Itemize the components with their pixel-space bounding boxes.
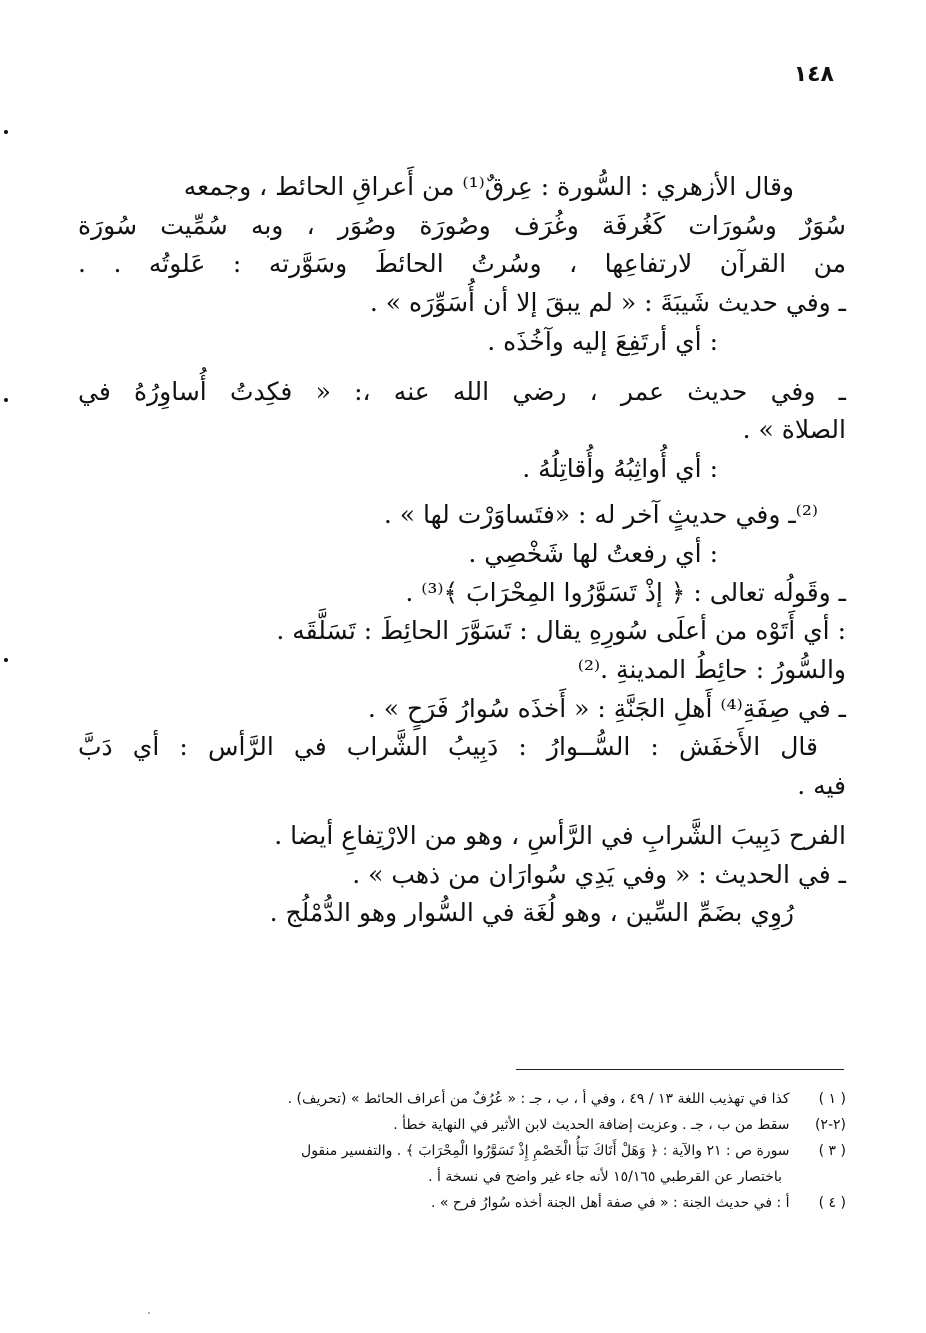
footnote-text: سورة ص : ٢١ والآية : ﴿ وَهَلْ أَتَاكَ نَبَأُ الْخَصْمِ إِذْ تَسَوَّرُوا الْمِحْرَابَ ﴾ . والتفسير منقول [301,1143,790,1159]
footnote-marker: ( ٣ ) [818,1143,846,1159]
footnote-separator [516,1069,844,1070]
text-line-4: ـ وفي حديث شَيبَةَ : « لم يبقَ إلا أن أُسَوِّرَه » . [369,288,846,318]
text-line-11: ـ وقَولُه تعالى : ﴿ إذْ تَسَوَّرُوا المِحْرَابَ ﴾⁽³⁾ . [405,577,846,607]
footnote-2 [100,1112,846,1138]
text-line-12: : أي أَتَوْه من أعلَى سُورِهِ يقال : تَسَوَّرَ الحائِطَ : تَسَلَّقَه . [276,616,846,646]
footnote-3-continued [100,1164,846,1190]
text-line-7: الصلاة » . [742,415,846,445]
text-line-9: ⁽²⁾ـ وفي حديثٍ آخر له : «فتَساوَرْت لها » . [383,500,818,530]
scan-speck [148,1312,150,1314]
footnote-4 [100,1190,846,1216]
text-line-2: سُوَرٌ وسُورَات كَغُرفَة وغُرَف وصُورَة وصُوَر ، وبه سُمِّيت سُورَة [78,210,846,240]
footnote-marker: ( ٤ ) [818,1195,846,1211]
text-line-6: ـ وفي حديث عمر ، رضي الله عنه ،: « فكِدتُ أُساوِرُهُ في [78,376,846,406]
text-line-13: والسُّورُ : حائِطُ المدينةِ .⁽²⁾ [577,654,846,684]
footnote-marker: ( ١ ) [818,1091,846,1107]
footnote-text: كذا في تهذيب اللغة ١٣ / ٤٩ ، وفي أ ، ب ، جـ : « عُرُفٌ من أعراف الحائط » (تحريف) . [287,1091,790,1107]
text-line-1: وقال الأزهري : السُّورة : عِرقٌ⁽¹⁾ من أَعراقِ الحائط ، وجمعه [183,172,794,201]
footnote-3 [100,1138,846,1164]
footnote-text: باختصار عن القرطبي ١٥/١٦٥ لأنه جاء غير واضح في نسخة أ . [428,1169,782,1185]
page-number: ١٤٨ [793,62,834,87]
footnote-1 [100,1086,846,1112]
text-line-14: ـ في صِفَةِ⁽⁴⁾ أَهلِ الجَنَّةِ : « أَخذَه سُوارُ فَرَحٍ » . [367,693,846,723]
text-line-16: فيه . [797,770,846,800]
footnotes [100,1086,846,1216]
text-line-19: رُوِي بضَمِّ السِّين ، وهو لُغَة في السُّوار وهو الدُّمْلُج . [269,898,794,928]
text-line-10: : أي رفعتُ لها شَخْصِي . [468,538,718,568]
scan-speck [4,130,8,134]
scan-speck [4,658,8,662]
scan-speck [4,398,8,402]
text-line-3: من القرآن لارتفاعِها ، وسُرتُ الحائطَ وسَوَّرته : عَلوتُه . . [78,249,846,279]
text-line-5: : أي أرتَفِعَ إليه وآخُذَه . [487,326,718,356]
text-line-8: : أي أُواثِبُهُ وأُقاتِلُهُ . [522,454,718,484]
main-text [78,168,846,933]
footnote-text: سقط من ب ، جـ . وعزيت إضافة الحديث لابن الأثير في النهاية خطأ . [393,1117,790,1133]
text-line-18: ـ في الحديث : « وفي يَدِي سُوارَان من ذهب » . [352,859,846,889]
footnote-text: أ : في حديث الجنة : « في صفة أهل الجنة أخذه سُوارُ فرح » . [431,1195,790,1211]
text-line-17: الفرح دَبِيبَ الشَّرابِ في الرَّأسِ ، وهو من الارْتِفاعِ أيضا . [274,820,846,850]
text-line-15: قال الأَخفَش : السُّــوارُ : دَبِيبُ الشَّراب في الرَّأس : أي دَبَّ [78,732,818,762]
footnote-marker: (٢-٢) [814,1117,846,1133]
